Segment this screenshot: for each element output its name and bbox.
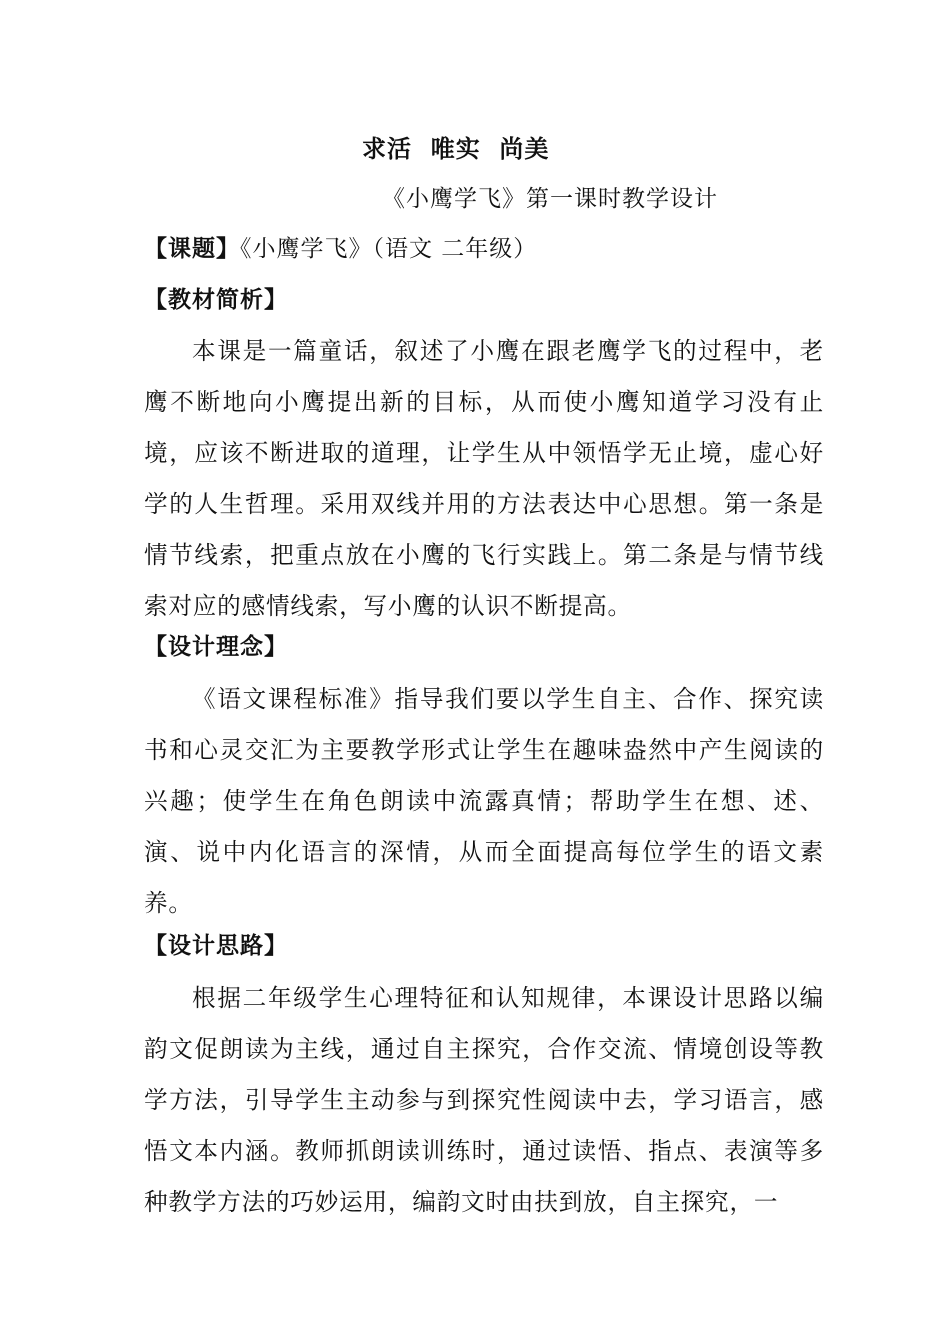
section-body-materials: 本课是一篇童话，叙述了小鹰在跟老鹰学飞的过程中，老鹰不断地向小鹰提出新的目标，从而使小鹰知道学习没有止境，应该不断进取的道理，让学生从中领悟学无止境，虚心好学的人生哲理。采用双线并用的方法表达中心思想。第一条是情节线索，把重点放在小鹰的飞行实践上。第二条是与情节线索对应的感情线索，写小鹰的认识不断提高。 [144,337,824,620]
section-heading-approach: 【设计思路】 [144,933,288,959]
topic-label: 【课题】 [144,236,240,262]
section-body-approach: 根据二年级学生心理特征和认知规律，本课设计思路以编韵文促朗读为主线，通过自主探究，合作交流、情境创设等教学方法，引导学生主动参与到探究性阅读中去，学习语言，感悟文本内涵。教师抓朗读训练时，通过读悟、指点、表演等多种教学方法的巧妙运用，编韵文时由扶到放，自主探究，一 [144,984,824,1216]
section-heading-materials: 【教材简析】 [144,287,288,313]
section-body-concept: 《语文课程标准》指导我们要以学生自主、合作、探究读书和心灵交汇为主要教学形式让学生在趣味盎然中产生阅读的兴趣；使学生在角色朗读中流露真情；帮助学生在想、述、演、说中内化语言的深情，从而全面提高每位学生的语文素养。 [144,685,824,917]
school-motto: 求活 唯实 尚美 [362,135,550,163]
document-subtitle: 《小鹰学飞》第一课时教学设计 [382,186,718,212]
topic-line [144,233,537,265]
section-heading-concept: 【设计理念】 [144,634,288,660]
topic-value: 《小鹰学飞》（语文 二年级） [240,236,538,262]
